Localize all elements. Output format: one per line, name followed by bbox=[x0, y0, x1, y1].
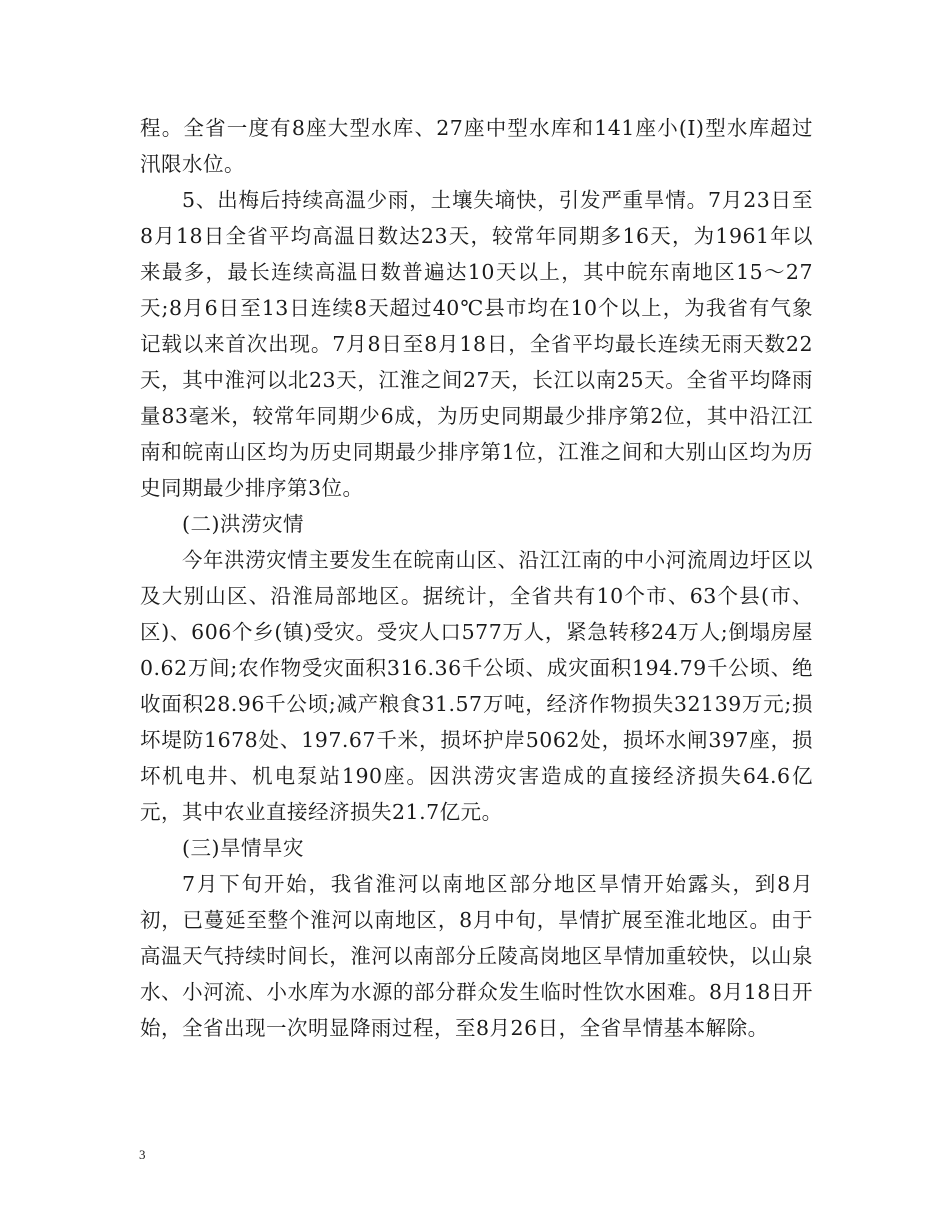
paragraph-drought-disaster: 7月下旬开始，我省淮河以南地区部分地区旱情开始露头，到8月初，已蔓延至整个淮河以南地区，8月中旬，旱情扩展至淮北地区。由于高温天气持续时间长，淮河以南部分丘陵高岗地区旱情加重较快，以山泉水、小河流、小水库为水源的部分群众发生临时性饮水困难。8月18日开始，全省出现一次明显降雨过程，至8月26日，全省旱情基本解除。 bbox=[140, 872, 813, 1040]
paragraph-drought-heat: 5、出梅后持续高温少雨，土壤失墒快，引发严重旱情。7月23日至8月18日全省平均高温日数达23天，较常年同期多16天，为1961年以来最多，最长连续高温日数普遍达10天以上，其中皖东南地区15～27天;8月6日至13日连续8天超过40℃县市均在10个以上，为我省有气象记载以来首次出现。7月8日至8月18日，全省平均最长连续无雨天数22天，其中淮河以北23天，江淮之间27天，长江以南25天。全省平均降雨量83毫米，较常年同期少6成，为历史同期最少排序第2位，其中沿江江南和皖南山区均为历史同期最少排序第1位，江淮之间和大别山区均为历史同期最少排序第3位。 bbox=[140, 188, 813, 500]
section-heading-flood-disaster: (二)洪涝灾情 bbox=[182, 512, 304, 536]
section-heading-drought-disaster: (三)旱情旱灾 bbox=[182, 836, 304, 860]
document-body bbox=[140, 110, 813, 1046]
page-number: 3 bbox=[139, 1147, 146, 1162]
paragraph-reservoir-continuation: 程。全省一度有8座大型水库、27座中型水库和141座小(I)型水库超过汛限水位。 bbox=[140, 116, 813, 176]
paragraph-flood-disaster: 今年洪涝灾情主要发生在皖南山区、沿江江南的中小河流周边圩区以及大别山区、沿淮局部地区。据统计，全省共有10个市、63个县(市、区)、606个乡(镇)受灾。受灾人口577万人，紧急转移24万人;倒塌房屋0.62万间;农作物受灾面积316.36千公顷、成灾面积194.79千公顷、绝收面积28.96千公顷;减产粮食31.57万吨，经济作物损失32139万元;损坏堤防1678处、197.67千米，损坏护岸5062处，损坏水闸397座，损坏机电井、机电泵站190座。因洪涝灾害造成的直接经济损失64.6亿元，其中农业直接经济损失21.7亿元。 bbox=[140, 548, 813, 824]
